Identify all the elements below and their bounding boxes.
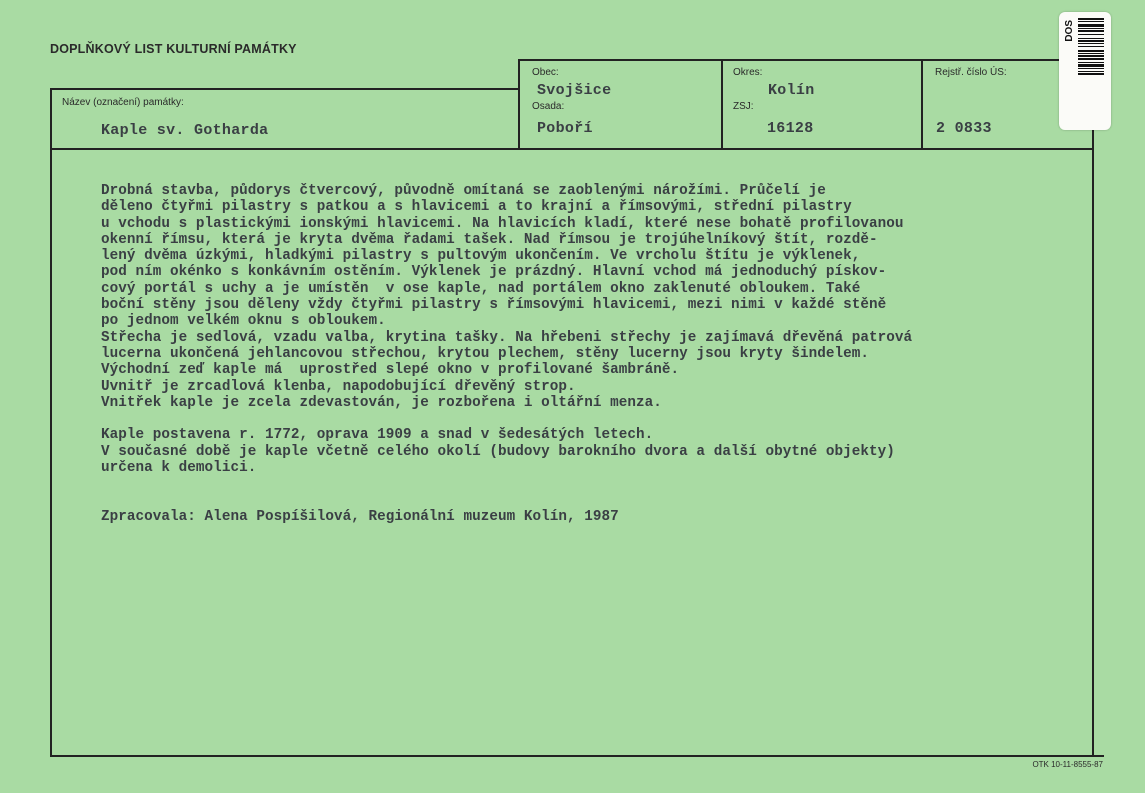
header-bottom-line <box>50 148 1093 150</box>
barcode-icon <box>1078 18 1104 104</box>
zsj-label: ZSJ: <box>733 101 754 112</box>
zsj-value: 16128 <box>767 120 814 137</box>
osada-value: Poboří <box>537 120 593 137</box>
divider-okres <box>721 59 723 149</box>
left-border <box>50 88 52 756</box>
nazev-label: Název (označení) památky: <box>62 97 184 108</box>
obec-value: Svojšice <box>537 82 612 99</box>
divider-obec <box>518 59 520 149</box>
top-line-right <box>518 59 1090 61</box>
okres-value: Kolín <box>768 82 815 99</box>
top-line-left <box>50 88 520 90</box>
obec-label: Obec: <box>532 67 559 78</box>
rejstr-value: 2 0833 <box>936 120 992 137</box>
nazev-value: Kaple sv. Gotharda <box>101 122 269 139</box>
form-code: OTK 10-11-8555-87 <box>1032 760 1103 769</box>
form-title: DOPLŇKOVÝ LIST KULTURNÍ PAMÁTKY <box>50 42 297 56</box>
right-border <box>1092 60 1094 756</box>
osada-label: Osada: <box>532 101 565 112</box>
bottom-border <box>50 755 1104 757</box>
divider-rejstr <box>921 59 923 149</box>
rejstr-label: Rejstř. číslo ÚS: <box>935 67 1007 78</box>
okres-label: Okres: <box>733 67 763 78</box>
dos-label: DOS <box>1064 20 1075 42</box>
description-text: Drobná stavba, půdorys čtvercový, původně omítaná se zaoblenými nárožími. Průčelí je děleno čtyřmi pilastry s patkou a s hlavicemi a to krajní a římsovými, střední pilastry u vchodu s plastickými ionskými hlavicemi. Na hlavicích kladí, které nese bohatě profilovanou okenní římsu, která je kryta dvěma řadami tašek. Nad římsou je trojúhelníkový štít, rozdě- lený dvěma úzkými, hladkými pilastry s pultovým ukončením. Ve vrcholu štítu je výklenek, pod ním okénko s konkávním ostěním. Výklenek je prázdný. Hlavní vchod má jednoduchý pískov- cový portál s uchy a je umístěn v ose kaple, nad portálem okno zaklenuté obloukem. Také boční stěny jsou děleny vždy čtyřmi pilastry s římsovými hlavicemi, mezi nimi v každé stěně po jednom velkém oknu s obloukem. Střecha je sedlová, vzadu valba, krytina tašky. Na hřebeni střechy je zajímavá dřevěná patrová lucerna ukončená jehlancovou střechou, krytou plechem, stěny lucerny jsou kryty šindelem. Východní zeď kaple má uprostřed slepé okno v profilované šambráně. Uvnitř je zrcadlová klenba, napodobující dřevěný strop. Vnitřek kaple je zcela zdevastován, je rozbořena i oltářní menza. Kaple postavena r. 1772, oprava 1909 a snad v šedesátých letech. V současné době je kaple včetně celého okolí (budovy barokního dvora a další obytné objekty) určena k demolici. Zpracovala: Alena Pospíšilová, Regionální muzeum Kolín, 1987 <box>101 183 913 525</box>
